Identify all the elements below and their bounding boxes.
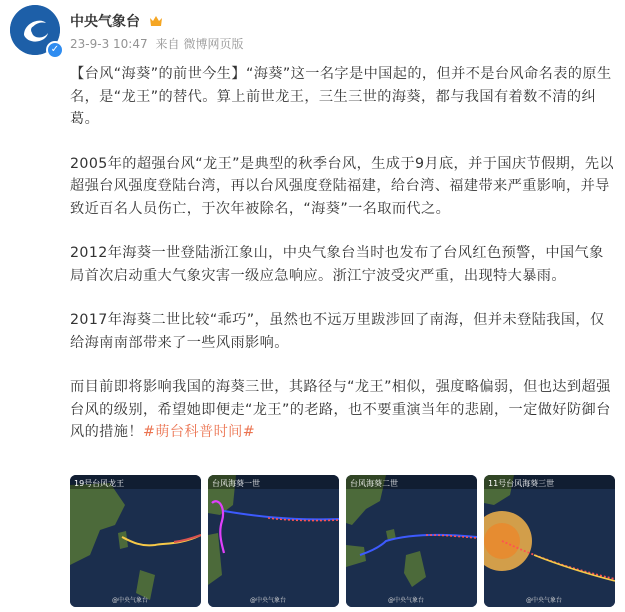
typhoon-map-4 (484, 475, 615, 607)
image-3-watermark: @中央气象台 (388, 597, 425, 604)
typhoon-map-2 (208, 475, 339, 607)
paragraph-2: 2005年的超强台风“龙王”是典型的秋季台风，生成于9月底，并于国庆节假期，先以超强台风强度登陆台湾，再以台风强度登陆福建，给台湾、福建带来严重影响，并导致近百名人员伤亡，于次年被除名，“海葵”一名取而代之。 (70, 155, 615, 217)
paragraph-5 (70, 376, 615, 444)
typhoon-track-image-1[interactable] (70, 475, 201, 607)
image-2-watermark: @中央气象台 (250, 597, 287, 604)
image-1-watermark: @中央气象台 (112, 597, 149, 604)
verified-badge-icon: ✓ (46, 41, 64, 59)
image-4-watermark: @中央气象台 (526, 597, 563, 604)
author-name[interactable] (70, 11, 163, 31)
typhoon-map-1 (70, 475, 201, 607)
typhoon-map-3 (346, 475, 477, 607)
paragraph-4: 2017年海葵二世比较“乖巧”，虽然也不远万里跋涉回了南海，但并未登陆我国，仅给海南南部带来了一些风雨影响。 (70, 312, 605, 351)
crown-icon (149, 15, 163, 27)
paragraph-5-text: 而目前即将影响我国的海葵三世，其路径与“龙王”相似，强度略偏弱，但也达到超强台风的级别，希望她即便走“龙王”的老路，也不要重演当年的悲剧，一定做好防御台风的措施！ (70, 379, 611, 440)
post-source: 微博网页版 (183, 37, 244, 51)
image-4-caption: 11号台风海葵三世 (488, 479, 555, 488)
image-1-caption: 19号台风龙王 (74, 479, 125, 488)
source-prefix: 来自 (155, 37, 180, 51)
post-meta (70, 35, 247, 52)
post-content (70, 63, 615, 466)
image-2-caption: 台风海葵一世 (212, 479, 260, 488)
post-header (10, 5, 610, 55)
paragraph-3: 2012年海葵一世登陆浙江象山，中央气象台当时也发布了台风红色预警，中国气象局首次启动重大气象灾害一级应急响应。浙江宁波受灾严重，出现特大暴雨。 (70, 245, 604, 284)
author-name-text[interactable]: 中央气象台 (70, 14, 140, 30)
typhoon-track-image-2[interactable] (208, 475, 339, 607)
post-time[interactable]: 23-9-3 10:47 (70, 37, 148, 51)
image-grid (70, 475, 615, 607)
typhoon-track-image-3[interactable] (346, 475, 477, 607)
image-3-caption: 台风海葵二世 (350, 479, 398, 488)
paragraph-1: 【台风“海葵”的前世今生】“海葵”这一名字是中国起的，但并不是台风命名表的原生名，是“龙王”的替代。算上前世龙王，三生三世的海葵，都与我国有着数不清的纠葛。 (70, 66, 612, 127)
hashtag-link[interactable]: #萌台科普时间# (142, 424, 256, 440)
typhoon-track-image-4[interactable] (484, 475, 615, 607)
